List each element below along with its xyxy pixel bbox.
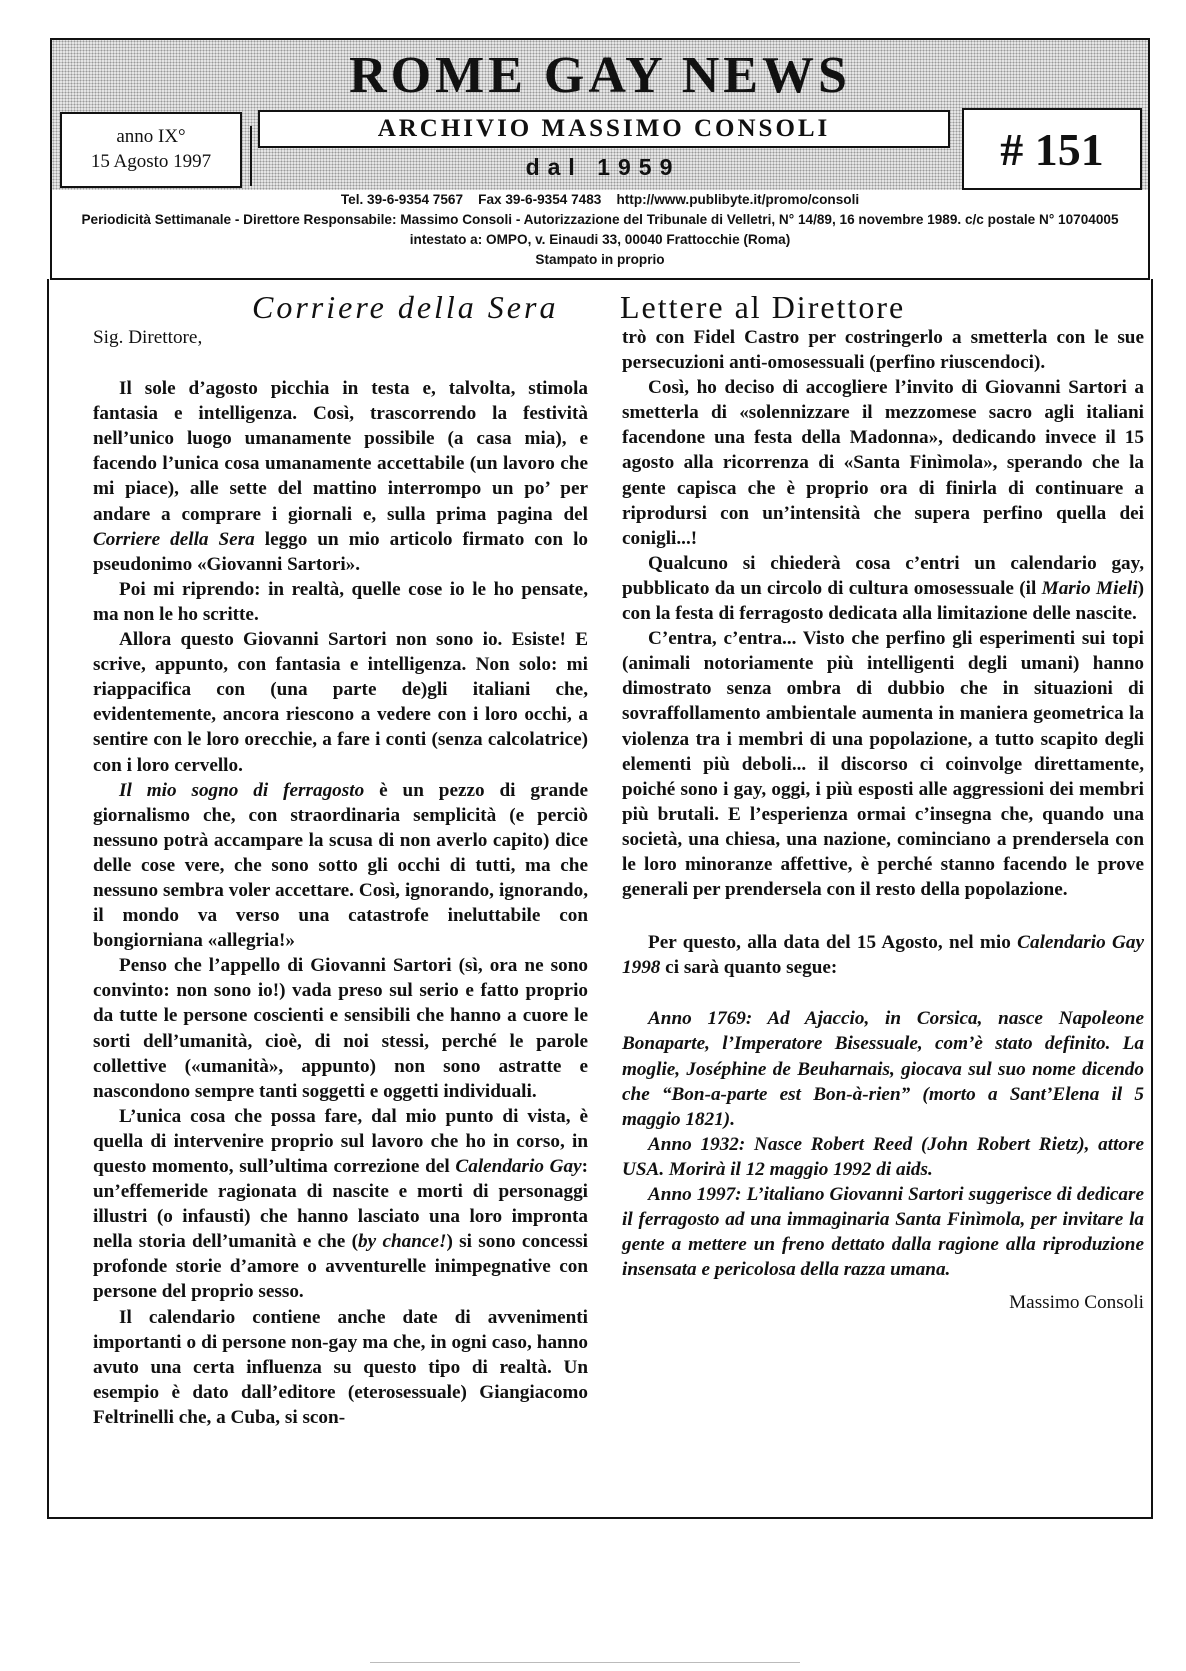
- article-title: Il mio sogno di ferragosto: [119, 779, 365, 801]
- issue-date: 15 Agosto 1997: [90, 151, 212, 172]
- heading-corriere: Corriere della Sera: [252, 289, 559, 325]
- paragraph: Poi mi riprendo: in realtà, quelle cose io le ho pensate, ma non le ho scritte.: [93, 578, 588, 625]
- issue-number: # 151: [962, 108, 1142, 190]
- newspaper-name: Corriere della Sera: [93, 528, 255, 550]
- print-info: Stampato in proprio: [535, 252, 665, 267]
- paragraph: Penso che l’appello di Giovanni Sartori (sì, ora ne sono convinto: non sono io!) vada preso sul serio e fatto proprio da tutte le persone coscienti e sensibili che hanno a cuore le sorti dell’umanità, cioè, di noi stessi, perché le parole collettive («umanità», appunto) non sono astratte e nascondono sempre tanti soggetti e oggetti individuali.: [93, 955, 588, 1102]
- salutation: Sig. Direttore,: [93, 327, 203, 348]
- paragraph: [93, 376, 588, 577]
- left-column: [93, 325, 588, 1430]
- issue-box: [60, 112, 242, 188]
- phrase-italic: by chance!: [358, 1231, 447, 1253]
- paragraph: trò con Fidel Castro per costringerlo a smetterla con le sue persecuzioni anti-omosessuali (perfino riuscendoci).: [622, 327, 1144, 374]
- paragraph: [622, 930, 1144, 980]
- paragraph: C’entra, c’entra... Visto che perfino gli esperimenti sui topi (animali notoriamente più intelligenti degli umani) hanno dimostrato senza ombra di dubbio che in situazioni di sovraffollamento ambientale aumenta in maniera geometrica la violenza tra i membri di una popolazione, a tutto scapito degli elementi più deboli... il discorso ci coinvolge direttamente, poiché sono i gay, oggi, i più esposti alle aggressioni dei membri più brutali. E l’esperienza ormai c’insegna che, quando una società, una chiesa, una nazione, cominciano a prendersela con le loro minoranze affettive, è perché stanno facendo le prove generali per prendersela con il resto della popolazione.: [622, 628, 1144, 901]
- heading-letters: Lettere al Direttore: [620, 289, 906, 325]
- text: Per questo, alla data del 15 Agosto, nel mio: [648, 932, 1011, 954]
- signature: Massimo Consoli: [1009, 1292, 1144, 1314]
- text: Qualcuno si chiederà cosa c’entri un calendario gay, pubblicato da un circolo di cultura omosessuale (il: [622, 552, 1144, 599]
- masthead: [50, 38, 1150, 280]
- paragraph: Il calendario contiene anche date di avvenimenti importanti o di persone non-gay ma che, in ogni caso, hanno avuto una certa influenza su questo tipo di realtà. Un esempio è dato dall’editore (eterosessuale) Giangiacomo Feltrinelli che, a Cuba, si scon-: [93, 1306, 588, 1428]
- text: ) con la festa di ferragosto dedicata alla limitazione delle nascite.: [622, 577, 1144, 625]
- newspaper-title: ROME GAY NEWS: [349, 47, 851, 104]
- paragraph: [622, 551, 1144, 626]
- archive-banner: ARCHIVIO MASSIMO CONSOLI: [258, 110, 950, 148]
- since-label: dal 1959: [525, 154, 681, 180]
- text: ) si sono concessi profonde storie d’amore o avventurelle inimpegnative con persone del proprio sesso.: [93, 1231, 589, 1303]
- text: Il sole d’agosto picchia in testa e, talvolta, stimola fantasia e intelligenza. Così, trascorrendo la festività nell’unico luogo umanamente possibile (a casa mia), e facendo l’unica cosa umanamente accettabile (un lavoro che mi piace), alle sette del mattino interrompo un po’ per andare a comprare i giornali e, sulla prima pagina del: [93, 378, 588, 525]
- paragraph: Allora questo Giovanni Sartori non sono io. Esiste! E scrive, appunto, con fantasia e intelligenza. Non solo: mi riappacifica con (una parte de)gli italiani che, evidentemente, ancora riescono a vedere con i loro occhi, a sentire con le loro orecchie, a fare i conti (senza calcolatrice) con i loro cervello.: [93, 629, 588, 776]
- text: ci sarà quanto segue:: [665, 957, 838, 979]
- calendar-name: Calendario Gay: [455, 1156, 582, 1177]
- right-column: [622, 325, 1144, 1315]
- calendar-name: Calendario Gay 1998: [622, 932, 1144, 979]
- publication-info: [58, 190, 1142, 270]
- issue-year: anno IX°: [116, 126, 186, 147]
- legal-info: Periodicità Settimanale - Direttore Responsabile: Massimo Consoli - Autorizzazione del Tribunale di Velletri, N° 14/89, 16 novembre 1989. c/c postale N° 10704005 intestato a: OMPO, v. Einaudi 33, 00040 Frattocchie (Roma): [81, 212, 1119, 247]
- text: L’unica cosa che possa fare, dal mio punto di vista, è quella di intervenire proprio sul lavoro che ho in corso, in questo momento, sull’ultima correzione del: [93, 1105, 588, 1177]
- calendar-entry: Anno 1932: Nasce Robert Reed (John Robert Rietz), attore USA. Morirà il 12 maggio 1992 di aids.: [622, 1133, 1144, 1180]
- calendar-entry: Anno 1997: L’italiano Giovanni Sartori suggerisce di dedicare il ferragosto ad una immaginaria Santa Finìmola, per invitare la gente a mettere un freno dettato dalla ragione alla riproduzione insensata e pericolosa della razza umana.: [622, 1184, 1144, 1281]
- circle-name: Mario Mieli: [1041, 577, 1138, 599]
- text: è un pezzo di grande giornalismo che, con straordinaria semplicità (e perciò nessuno potrà accampare la scusa di non averlo capito) dice delle cose vere, che sono sotto gli occhi di tutti, ma che nessuno sembra voler accettare. Così, ignorando, ignorando, il mondo va verso una catastrofe ineluttabile con bongiorniana «allegria!»: [93, 779, 588, 952]
- paragraph: [93, 778, 588, 954]
- contact-line: Tel. 39-6-9354 7567 Fax 39-6-9354 7483 http://www.publibyte.it/promo/consoli: [340, 192, 860, 207]
- text: leggo un mio articolo firmato con lo pseudonimo «Giovanni Sartori».: [93, 528, 588, 575]
- text: : un’effemeride ragionata di nascite e morti di personaggi illustri (o infausti) che hanno lasciato una loro impronta nella storia dell’umanità e che (: [93, 1156, 588, 1253]
- paragraph: [93, 1104, 588, 1305]
- calendar-entry: Anno 1769: Ad Ajaccio, in Corsica, nasce Napoleone Bonaparte, l’Imperatore Bisessuale, com’è stato definito. La moglie, Joséphine de Beuharnais, giocava sul suo nome dicendo che “Bon-a-parte est Bon-à-rien” (morto a Sant’Elena il 5 maggio 1821).: [622, 1008, 1144, 1130]
- page-bottom-rule: [370, 1662, 800, 1663]
- paragraph: Così, ho deciso di accogliere l’invito di Giovanni Sartori a smetterla di «solennizzare il mezzomese sacro agli italiani facendone una festa della Madonna», dedicando invece il 15 agosto alla ricorrenza di «Santa Finìmola», sperando che la gente capisca che è proprio ora di finirla di continuare a riprodursi con un’intensità che supera perfino quella dei conigli...!: [622, 377, 1144, 549]
